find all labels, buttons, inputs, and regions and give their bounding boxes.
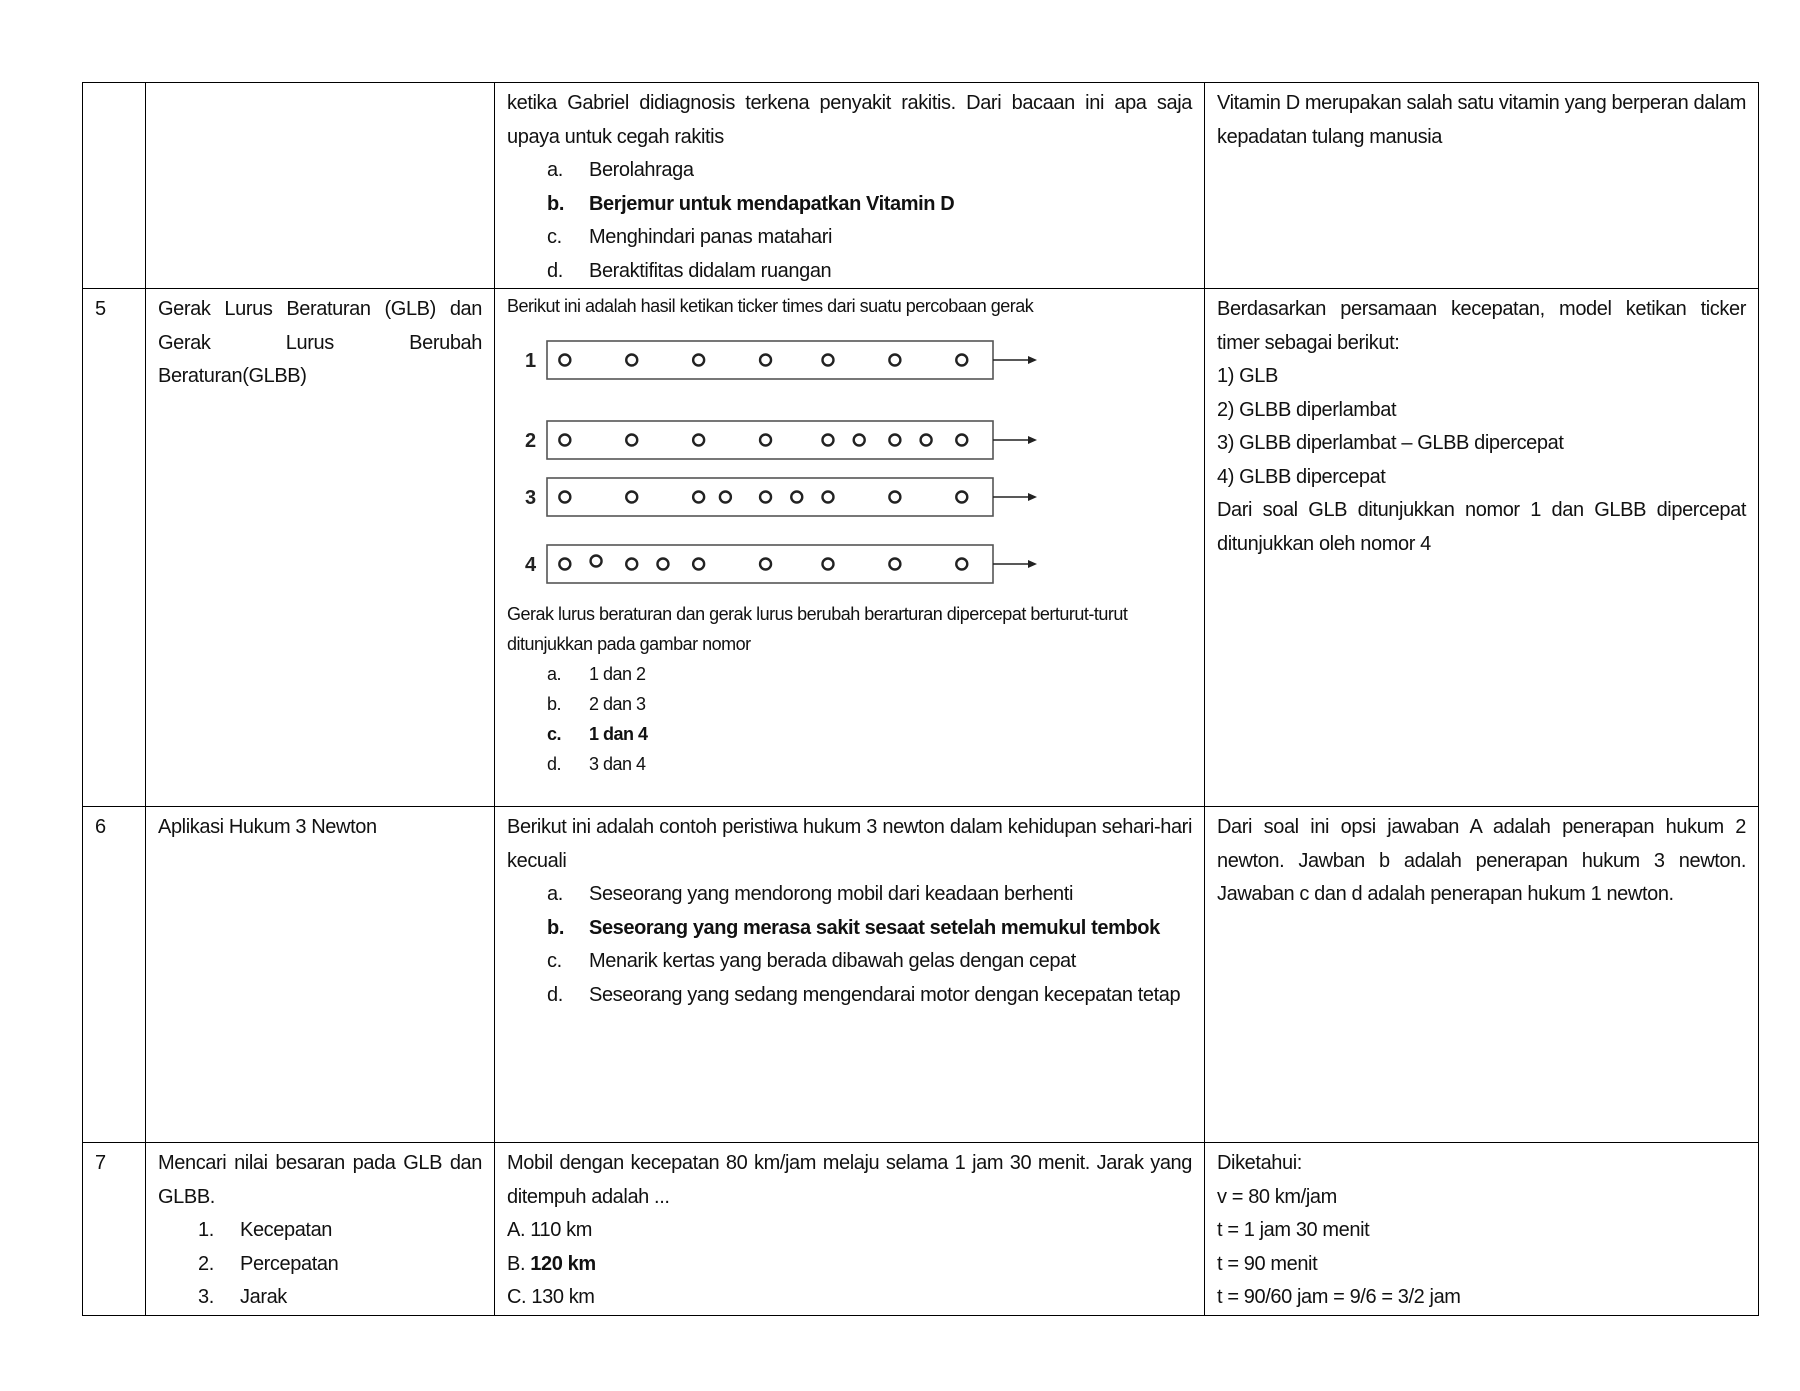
explanation-cell: Berdasarkan persamaan kecepatan, model ketikan ticker timer sebagai berikut: 1) GLB 2) GLBB diperlambat 3) GLBB diperlambat – GLBB dipercepat 4) GLBB dipercepat Dari soal GLB ditunjukkan nomor 1 dan GLBB dipercepat ditunjukkan oleh nomor 4 — [1205, 289, 1759, 807]
topic-cell — [146, 83, 495, 289]
topic-cell: Aplikasi Hukum 3 Newton — [146, 807, 495, 1143]
topic-cell: Mencari nilai besaran pada GLB dan GLBB. 1. Kecepatan 2. Percepatan 3. Jarak — [146, 1143, 495, 1316]
tape-label: 1 — [525, 350, 536, 372]
option: a. 1 dan 2 — [547, 664, 646, 684]
row-number: 6 — [83, 807, 146, 1143]
question-cell — [495, 1143, 1205, 1316]
option: d. Beraktifitas didalam ruangan — [547, 259, 832, 282]
row-number: 5 — [83, 289, 146, 807]
ticker-tape-figure — [507, 329, 1107, 599]
tape-label: 3 — [525, 487, 536, 509]
option: a. Seseorang yang mendorong mobil dari keadaan berhenti — [547, 883, 1073, 905]
topic-list-item: 3. Jarak — [198, 1286, 287, 1308]
row-number — [83, 83, 146, 289]
option: c. Menarik kertas yang berada dibawah gelas dengan cepat — [547, 950, 1076, 972]
arrow-head-icon — [1028, 436, 1037, 444]
arrow-head-icon — [1028, 356, 1037, 364]
topic-cell: Gerak Lurus Beraturan (GLB) dan Gerak Lurus Berubah Beraturan(GLBB) — [146, 289, 495, 807]
option: C. 130 km — [507, 1286, 595, 1308]
tape-label: 2 — [525, 430, 536, 452]
table-row — [83, 1143, 1759, 1316]
question-cell — [495, 289, 1205, 807]
option: d. 3 dan 4 — [547, 754, 646, 774]
tape-label: 4 — [525, 554, 536, 576]
question-cell — [495, 83, 1205, 289]
option-correct: b. Berjemur untuk mendapatkan Vitamin D — [547, 192, 955, 215]
explanation-cell: Diketahui: v = 80 km/jam t = 1 jam 30 menit t = 90 menit t = 90/60 jam = 9/6 = 3/2 jam — [1205, 1143, 1759, 1316]
explanation-cell: Vitamin D merupakan salah satu vitamin yang berperan dalam kepadatan tulang manusia — [1205, 83, 1759, 289]
option: c. Menghindari panas matahari — [547, 226, 833, 248]
question-table — [82, 82, 1759, 1316]
question-text: Berikut ini adalah hasil ketikan ticker times dari suatu percobaan gerak — [507, 296, 1034, 316]
table-row — [83, 807, 1759, 1143]
table-row — [83, 289, 1759, 807]
option-correct: B. 120 km — [507, 1252, 596, 1275]
question-text: Berikut ini adalah contoh peristiwa hukum 3 newton dalam kehidupan sehari-hari kecuali — [507, 816, 1192, 872]
question-text: Mobil dengan kecepatan 80 km/jam melaju selama 1 jam 30 menit. Jarak yang ditempuh adalah ... — [507, 1152, 1192, 1208]
arrow-head-icon — [1028, 560, 1037, 568]
topic-list-item: 2. Percepatan — [198, 1252, 339, 1275]
question-cell — [495, 807, 1205, 1143]
option-correct: c. 1 dan 4 — [547, 724, 648, 744]
question-text-after: Gerak lurus beraturan dan gerak lurus berubah berarturan dipercepat berturut-turut ditunjukkan pada gambar nomor — [507, 604, 1128, 654]
explanation-cell: Dari soal ini opsi jawaban A adalah penerapan hukum 2 newton. Jawban b adalah penerapan hukum 3 newton. Jawaban c dan d adalah penerapan hukum 1 newton. — [1205, 807, 1759, 1143]
row-number: 7 — [83, 1143, 146, 1316]
question-text: ketika Gabriel didiagnosis terkena penyakit rakitis. Dari bacaan ini apa saja upaya untuk cegah rakitis — [507, 92, 1192, 148]
option: b. 2 dan 3 — [547, 694, 646, 714]
table-row — [83, 83, 1759, 289]
option: a. Berolahraga — [547, 159, 694, 181]
arrow-head-icon — [1028, 493, 1037, 501]
option: d. Seseorang yang sedang mengendarai motor dengan kecepatan tetap — [547, 983, 1181, 1006]
topic-list-item: 1. Kecepatan — [198, 1219, 333, 1241]
option-correct: b. Seseorang yang merasa sakit sesaat setelah memukul tembok — [547, 916, 1160, 939]
option: A. 110 km — [507, 1219, 592, 1241]
